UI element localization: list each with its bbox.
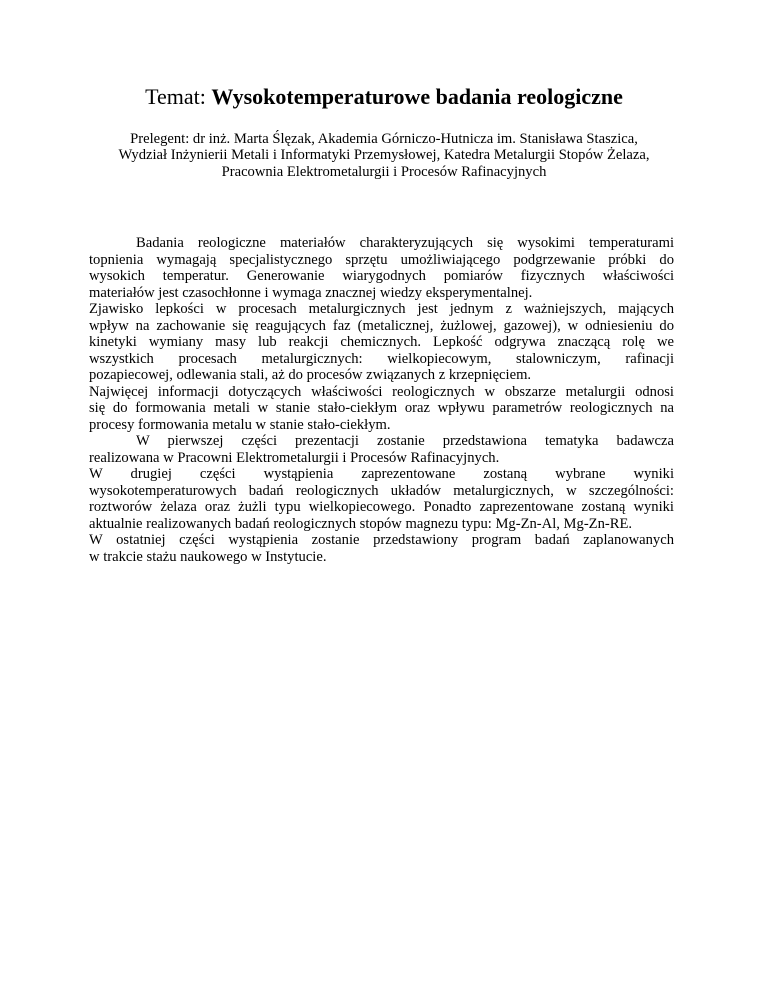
body-line: Badania reologiczne materiałów charakteryzujących się wysokimi temperaturami	[136, 235, 674, 251]
body-line: realizowana w Pracowni Elektrometalurgii i Procesów Rafinacyjnych.	[89, 449, 500, 466]
presenter-line: Wydział Inżynierii Metali i Informatyki Przemysłowej, Katedra Metalurgii Stopów Żelaza,	[118, 147, 650, 164]
body-line: wysokich temperatur. Generowanie wiarygodnych pomiarów fizycznych właściwości	[89, 268, 674, 284]
body-line: Najwięcej informacji dotyczących właściwości reologicznych w obszarze metalurgii odnosi	[89, 383, 674, 400]
body-line: wpływ na zachowanie się reagujących faz (metalicznej, żużlowej, gazowej), w odniesieniu do	[89, 317, 674, 334]
body-line: aktualnie realizowanych badań reologicznych stopów magnezu typu: Mg-Zn-Al, Mg-Zn-RE.	[89, 515, 633, 532]
abstract-body	[89, 235, 674, 565]
body-line: W drugiej części wystąpienia zaprezentowane zostaną wybrane wyniki	[89, 466, 674, 482]
body-line: materiałów jest czasochłonne i wymaga znacznej wiedzy eksperymentalnej.	[89, 284, 533, 301]
presenter-info	[60, 131, 708, 180]
body-line: wszystkich procesach metalurgicznych: wielkopiecowym, stalowniczym, rafinacji	[89, 350, 674, 367]
body-line: wysokotemperaturowych badań reologicznych układów metalurgicznych, w szczególności:	[89, 482, 674, 499]
body-line: kinetyki wymiany masy lub reakcji chemicznych. Lepkość odgrywa znaczącą rolę we	[89, 334, 674, 350]
body-line: procesy formowania metalu w stanie stało-ciekłym.	[89, 416, 391, 433]
title-main: Wysokotemperaturowe badania reologiczne	[211, 84, 623, 109]
body-line: roztworów żelaza oraz żużli typu wielkopiecowego. Ponadto zaprezentowane zostaną wyniki	[89, 499, 674, 515]
body-line: topnienia wymagają specjalistycznego sprzętu umożliwiającego podgrzewanie próbki do	[89, 251, 674, 268]
body-line: W pierwszej części prezentacji zostanie przedstawiona tematyka badawcza	[136, 433, 674, 449]
document-title	[0, 84, 768, 110]
body-line: Zjawisko lepkości w procesach metalurgicznych jest jednym z ważniejszych, mających	[89, 301, 674, 317]
body-line: w trakcie stażu naukowego w Instytucie.	[89, 548, 327, 565]
title-prefix: Temat:	[145, 84, 212, 109]
presenter-line: Prelegent: dr inż. Marta Ślęzak, Akademia Górniczo-Hutnicza im. Stanisława Staszica,	[130, 131, 638, 147]
body-line: W ostatniej części wystąpienia zostanie przedstawiony program badań zaplanowanych	[89, 532, 674, 548]
body-line: pozapiecowej, odlewania stali, aż do procesów związanych z krzepnięciem.	[89, 367, 532, 383]
presenter-line: Pracownia Elektrometalurgii i Procesów Rafinacyjnych	[221, 163, 547, 180]
body-line: się do formowania metali w stanie stało-ciekłym oraz wpływu parametrów reologicznych na	[89, 400, 674, 416]
